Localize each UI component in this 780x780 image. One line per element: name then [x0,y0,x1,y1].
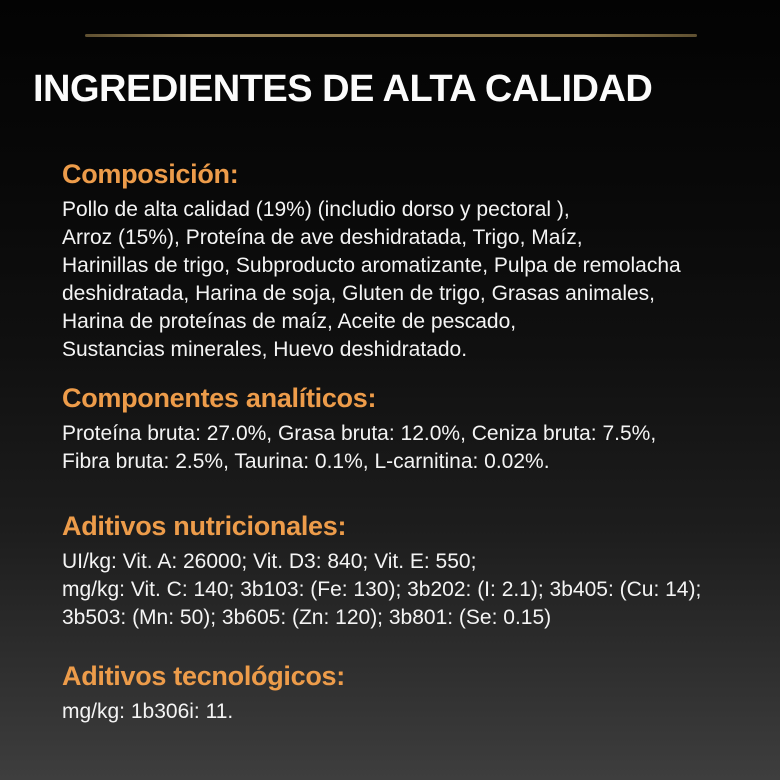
section-componentes-analiticos [62,382,750,476]
nutricionales-line: UI/kg: Vit. A: 26000; Vit. D3: 840; Vit. E: 550; [62,550,477,573]
composicion-line: deshidratada, Harina de soja, Gluten de trigo, Grasas animales, [62,282,655,305]
composicion-line: Pollo de alta calidad (19%) (includio dorso y pectoral ), [62,198,570,221]
nutricionales-line: mg/kg: Vit. C: 140; 3b103: (Fe: 130); 3b202: (I: 2.1); 3b405: (Cu: 14); [62,578,702,601]
section-heading-tecnologicos: Aditivos tecnológicos: [62,661,345,691]
section-heading-composicion: Composición: [62,159,239,189]
composicion-line: Sustancias minerales, Huevo deshidratado. [62,338,468,361]
section-aditivos-tecnologicos [62,660,750,726]
composicion-line: Arroz (15%), Proteína de ave deshidratada, Trigo, Maíz, [62,226,583,249]
section-aditivos-nutricionales [62,510,750,632]
section-heading-analiticos: Componentes analíticos: [62,383,377,413]
section-heading-nutricionales: Aditivos nutricionales: [62,511,347,541]
analiticos-line: Proteína bruta: 27.0%, Grasa bruta: 12.0%, Ceniza bruta: 7.5%, [62,422,657,445]
gold-divider-line [85,34,697,37]
composicion-line: Harina de proteínas de maíz, Aceite de pescado, [62,310,517,333]
nutricionales-line: 3b503: (Mn: 50); 3b605: (Zn: 120); 3b801: (Se: 0.15) [62,606,552,629]
composicion-line: Harinillas de trigo, Subproducto aromatizante, Pulpa de remolacha [62,254,681,277]
page-title: INGREDIENTES DE ALTA CALIDAD [33,68,653,110]
section-composicion [62,158,750,364]
analiticos-line: Fibra bruta: 2.5%, Taurina: 0.1%, L-carnitina: 0.02%. [62,450,550,473]
tecnologicos-line: mg/kg: 1b306i: 11. [62,700,234,723]
